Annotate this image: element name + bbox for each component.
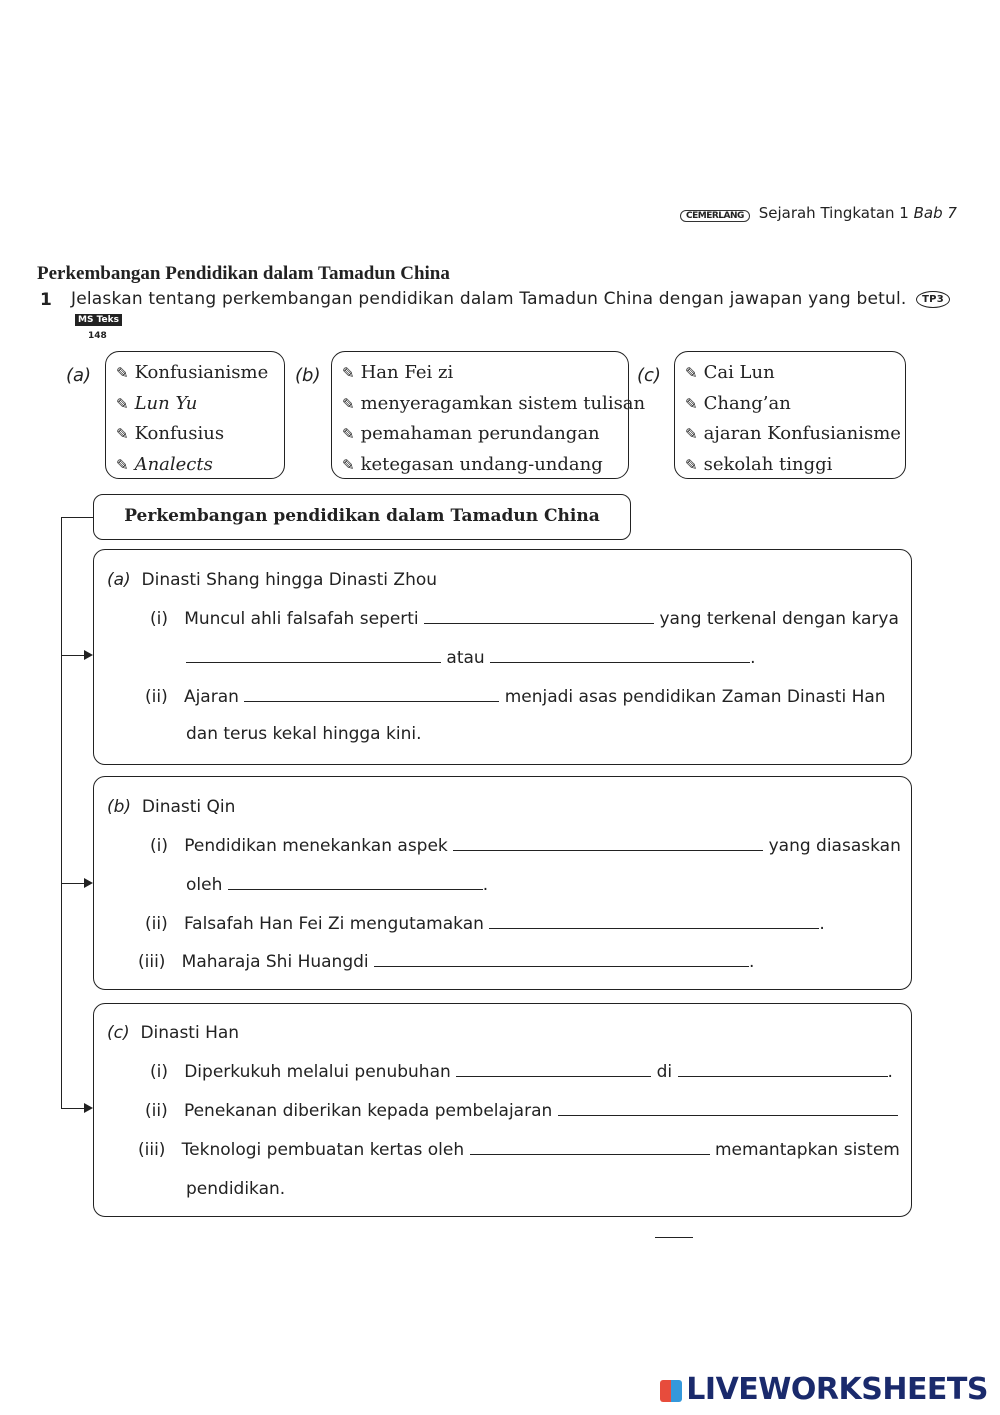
item-row bbox=[150, 836, 901, 856]
chapter-label: Bab 7 bbox=[913, 204, 957, 222]
pencil-icon: ✎ bbox=[685, 425, 698, 443]
item-row bbox=[150, 609, 899, 629]
pencil-icon: ✎ bbox=[116, 394, 129, 413]
item-text: . bbox=[887, 1062, 893, 1082]
publisher-logo: CEMERLANG bbox=[680, 210, 750, 222]
pencil-icon: ✎ bbox=[116, 364, 129, 382]
item-number: (ii) bbox=[145, 1101, 168, 1121]
section-label: (c) bbox=[107, 1023, 130, 1043]
item-text: yang diasaskan bbox=[768, 836, 901, 856]
word[interactable]: pemahaman perundangan bbox=[360, 423, 600, 444]
bracket-line bbox=[61, 517, 62, 1109]
item-row bbox=[145, 1101, 898, 1121]
item-text: . bbox=[482, 875, 489, 895]
item-number: (iii) bbox=[138, 1140, 166, 1160]
section-label: (b) bbox=[107, 797, 132, 817]
item-text: Maharaja Shi Huangdi bbox=[181, 952, 369, 972]
item-row bbox=[186, 1179, 285, 1199]
item-text: Ajaran bbox=[183, 687, 239, 707]
answer-blank[interactable] bbox=[470, 1142, 710, 1155]
pencil-icon: ✎ bbox=[685, 394, 698, 413]
word[interactable]: Chang’an bbox=[703, 392, 791, 414]
pencil-icon: ✎ bbox=[342, 364, 355, 382]
pencil-icon: ✎ bbox=[342, 455, 355, 474]
textbook-tag: MS Teks bbox=[75, 314, 122, 326]
wordbox-c bbox=[674, 351, 906, 479]
word[interactable]: Cai Lun bbox=[703, 362, 775, 383]
section-title: Dinasti Shang hingga Dinasti Zhou bbox=[141, 570, 438, 590]
item-text: Falsafah Han Fei Zi mengutamakan bbox=[183, 914, 484, 934]
answer-blank[interactable] bbox=[453, 838, 763, 851]
item-text: . bbox=[750, 648, 756, 668]
divider bbox=[655, 1237, 693, 1238]
item-text: pendidikan. bbox=[186, 1179, 286, 1199]
item-text: memantapkan sistem bbox=[714, 1140, 900, 1160]
item-row bbox=[186, 724, 421, 744]
liveworksheets-logo bbox=[660, 1372, 988, 1407]
pencil-icon: ✎ bbox=[116, 455, 129, 474]
item-text: menjadi asas pendidikan Zaman Dinasti Han bbox=[504, 687, 886, 707]
item-text: dan terus kekal hingga kini. bbox=[186, 724, 422, 744]
answer-blank[interactable] bbox=[228, 877, 483, 890]
item-text: Pendidikan menekankan aspek bbox=[184, 836, 448, 856]
answer-blank[interactable] bbox=[244, 689, 499, 702]
section-heading bbox=[107, 1023, 239, 1043]
item-number: (ii) bbox=[145, 914, 168, 934]
live-icon bbox=[660, 1380, 682, 1402]
section-title: Dinasti Qin bbox=[141, 797, 236, 817]
wordbox-a bbox=[105, 351, 285, 479]
wordbox-b bbox=[331, 351, 646, 479]
word[interactable]: Lun Yu bbox=[134, 392, 198, 414]
item-text: Muncul ahli falsafah seperti bbox=[184, 609, 419, 629]
word[interactable]: Analects bbox=[134, 453, 213, 475]
item-row bbox=[138, 1140, 900, 1160]
tp-badge: TP3 bbox=[916, 291, 950, 308]
answer-blank[interactable] bbox=[456, 1064, 651, 1077]
pencil-icon: ✎ bbox=[342, 394, 355, 413]
item-row bbox=[145, 914, 825, 934]
question-number: 1 bbox=[40, 290, 52, 310]
book-title: Sejarah Tingkatan 1 bbox=[758, 204, 909, 222]
answer-blank[interactable] bbox=[489, 916, 819, 929]
arrow-icon bbox=[84, 650, 93, 660]
word[interactable]: ketegasan undang-undang bbox=[360, 453, 603, 475]
item-row bbox=[150, 1062, 893, 1082]
wordbox-c-letter: (c) bbox=[637, 365, 661, 386]
question-prompt: Jelaskan tentang perkembangan pendidikan dalam Tamadun China dengan jawapan yang betul. bbox=[71, 289, 907, 309]
pencil-icon: ✎ bbox=[116, 425, 129, 443]
item-row bbox=[138, 952, 754, 972]
item-number: (i) bbox=[150, 609, 168, 629]
item-text: Diperkukuh melalui penubuhan bbox=[184, 1062, 451, 1082]
wordbox-b-letter: (b) bbox=[295, 365, 321, 386]
connector-line bbox=[61, 517, 93, 518]
section-b bbox=[93, 776, 912, 990]
item-text: . bbox=[749, 952, 755, 972]
answer-blank[interactable] bbox=[490, 650, 750, 663]
answer-blank[interactable] bbox=[186, 650, 441, 663]
section-a bbox=[93, 549, 912, 765]
item-text: Penekanan diberikan kepada pembelajaran bbox=[183, 1101, 553, 1121]
answer-blank[interactable] bbox=[424, 611, 654, 624]
item-text: di bbox=[656, 1062, 673, 1082]
connector-line bbox=[61, 655, 85, 656]
item-number: (i) bbox=[150, 1062, 168, 1082]
word[interactable]: Han Fei zi bbox=[360, 362, 454, 383]
wordbox-a-letter: (a) bbox=[66, 365, 92, 386]
pencil-icon: ✎ bbox=[685, 364, 698, 382]
textbook-page: 148 bbox=[88, 331, 107, 341]
item-number: (i) bbox=[150, 836, 168, 856]
item-text: . bbox=[819, 914, 825, 934]
section-label: (a) bbox=[107, 570, 131, 590]
pencil-icon: ✎ bbox=[685, 455, 698, 474]
section-heading bbox=[107, 570, 437, 590]
connector-line bbox=[61, 1108, 85, 1109]
section-c bbox=[93, 1003, 912, 1217]
page-header bbox=[680, 204, 957, 222]
arrow-icon bbox=[84, 878, 93, 888]
item-text: oleh bbox=[186, 875, 223, 895]
word[interactable]: Konfusius bbox=[134, 423, 225, 444]
pencil-icon: ✎ bbox=[342, 425, 355, 443]
section-heading bbox=[107, 797, 235, 817]
item-row bbox=[186, 648, 756, 668]
diagram-title: Perkembangan pendidikan dalam Tamadun China bbox=[93, 494, 631, 540]
item-row bbox=[145, 687, 886, 707]
word[interactable]: sekolah tinggi bbox=[703, 453, 833, 475]
answer-blank[interactable] bbox=[558, 1103, 898, 1116]
word[interactable]: Konfusianisme bbox=[134, 362, 269, 383]
word[interactable]: ajaran Konfusianisme bbox=[703, 423, 901, 444]
answer-blank[interactable] bbox=[374, 954, 749, 967]
item-row bbox=[186, 875, 488, 895]
question-text bbox=[71, 289, 950, 309]
item-text: atau bbox=[446, 648, 485, 668]
word[interactable]: menyeragamkan sistem tulisan bbox=[360, 392, 646, 414]
item-text: Teknologi pembuatan kertas oleh bbox=[181, 1140, 465, 1160]
connector-line bbox=[61, 883, 85, 884]
item-text: yang terkenal dengan karya bbox=[659, 609, 899, 629]
item-number: (iii) bbox=[138, 952, 166, 972]
section-title: Dinasti Han bbox=[140, 1023, 240, 1043]
item-number: (ii) bbox=[145, 687, 168, 707]
page-title: Perkembangan Pendidikan dalam Tamadun China bbox=[37, 263, 450, 284]
brand-name: LIVEWORKSHEETS bbox=[686, 1372, 988, 1407]
answer-blank[interactable] bbox=[678, 1064, 888, 1077]
arrow-icon bbox=[84, 1103, 93, 1113]
